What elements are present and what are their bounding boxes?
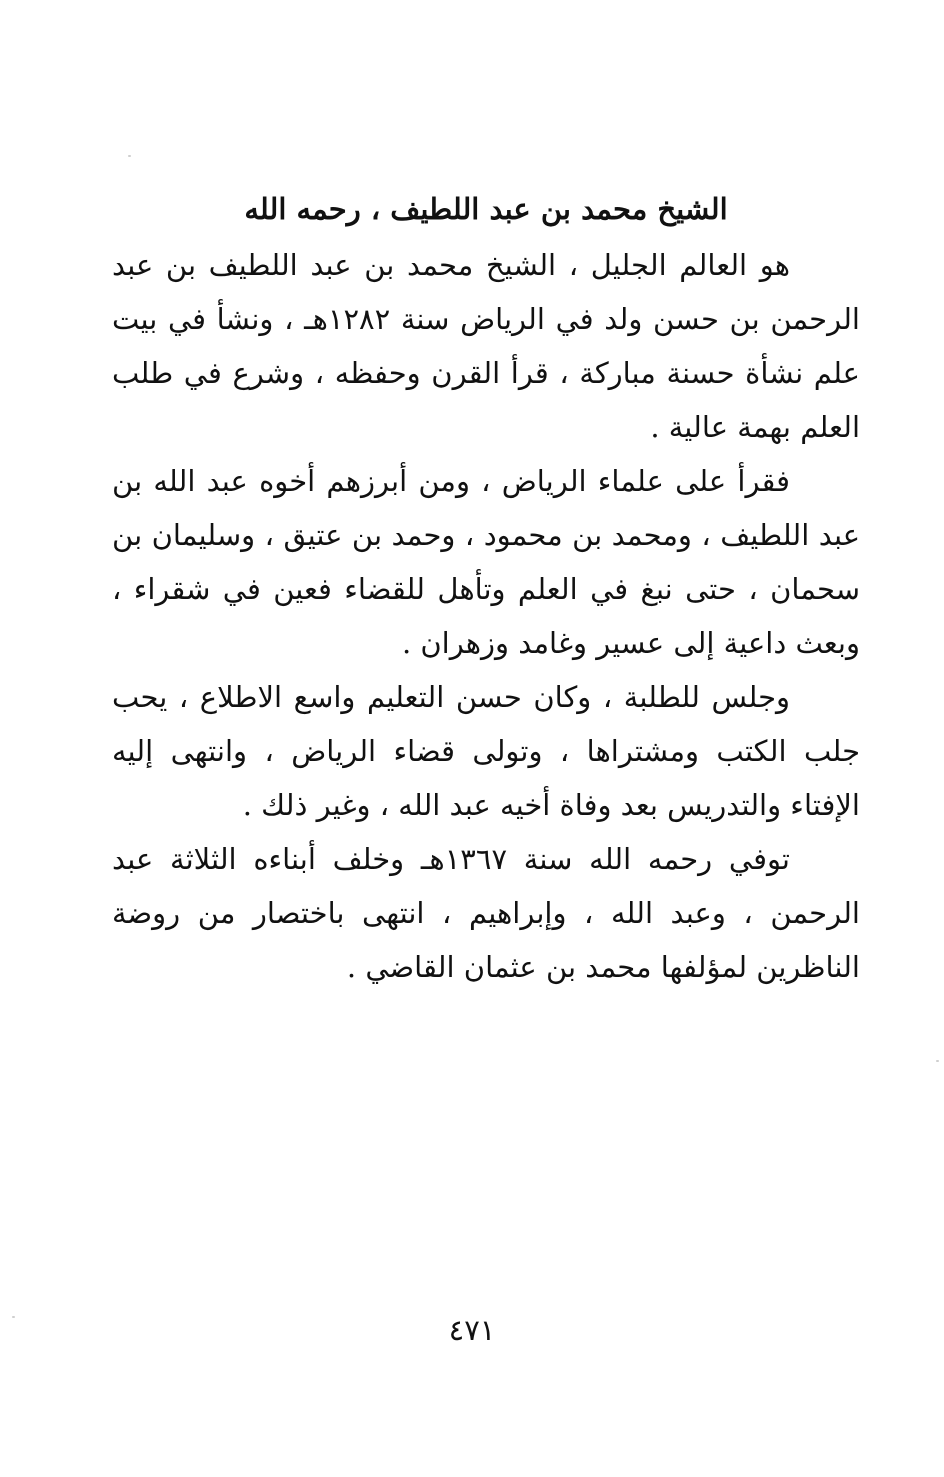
heading-suffix: ، رحمه الله (244, 192, 381, 226)
section-heading (112, 180, 860, 238)
paragraph-4: توفي رحمه الله سنة ١٣٦٧هـ وخلف أبناءه الثلاثة عبد الرحمن ، وعبد الله ، وإبراهيم ، انتهى باختصار من روضة الناظرين لمؤلفها محمد بن عثمان القاضي . (112, 842, 860, 984)
body-text (112, 180, 860, 994)
paragraph-2: فقرأ على علماء الرياض ، ومن أبرزهم أخوه عبد الله بن عبد اللطيف ، ومحمد بن محمود ، وحمد بن عتيق ، وسليمان بن سحمان ، حتى نبغ في العلم وتأهل للقضاء فعين في شقراء ، وبعث داعية إلى عسير وغامد وزهران . (112, 464, 860, 660)
scan-speck (128, 155, 131, 157)
heading-name: الشيخ محمد بن عبد اللطيف (390, 192, 728, 226)
paragraph-1: هو العالم الجليل ، الشيخ محمد بن عبد اللطيف بن عبد الرحمن بن حسن ولد في الرياض سنة ١٢٨٢هـ ، ونشأ في بيت علم نشأة حسنة مباركة ، قرأ القرن وحفظه ، وشرع في طلب العلم بهمة عالية . (112, 248, 860, 444)
paragraph-3: وجلس للطلبة ، وكان حسن التعليم واسع الاطلاع ، يحب جلب الكتب ومشتراها ، وتولى قضاء الرياض ، وانتهى إليه الإفتاء والتدريس بعد وفاة أخيه عبد الله ، وغير ذلك . (112, 680, 860, 822)
scan-speck (936, 1060, 939, 1062)
page-number: ٤٧١ (448, 1313, 496, 1347)
